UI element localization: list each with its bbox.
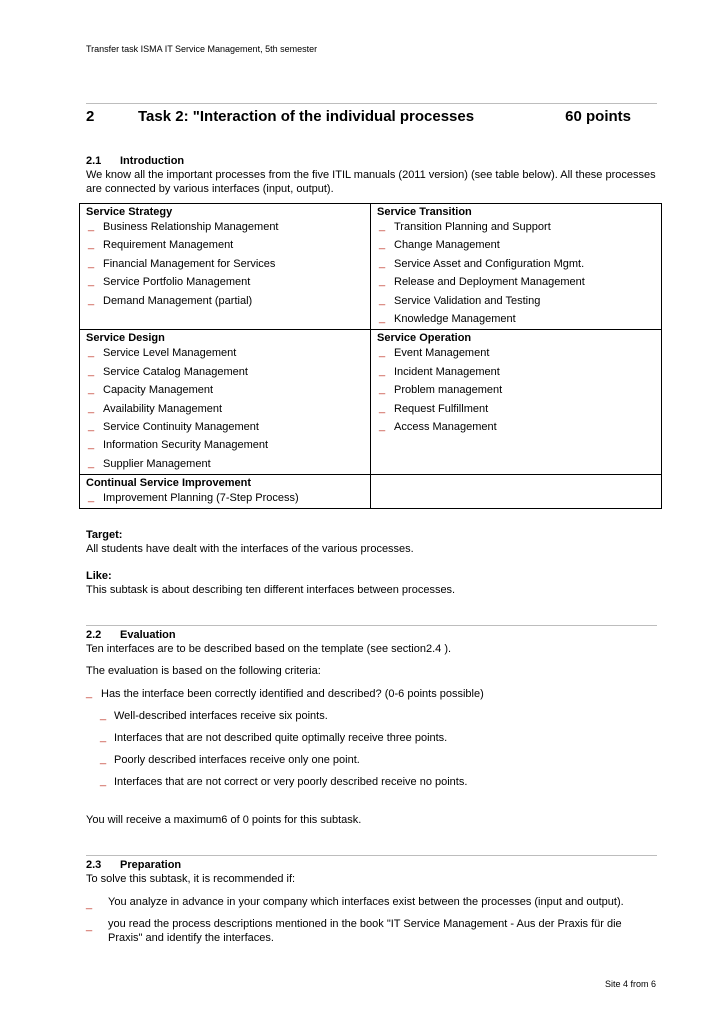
list-item (377, 256, 655, 274)
target-text: All students have dealt with the interfaces of the various processes. (86, 543, 414, 555)
section-title: Introduction (120, 155, 185, 167)
list-item-text: Poorly described interfaces receive only one point. (114, 754, 360, 766)
list-item (86, 274, 364, 292)
bullet-icon: _ (88, 419, 95, 432)
list-item-text: Service Continuity Management (103, 420, 259, 433)
list-item (86, 401, 364, 419)
list-item (86, 752, 661, 774)
list-item-text: Transition Planning and Support (394, 221, 551, 233)
bullet-icon: _ (88, 220, 95, 232)
list-item (86, 437, 364, 455)
list-item-text: Interfaces that are not correct or very poorly described receive no points. (114, 776, 468, 788)
cell-csi (80, 475, 371, 509)
bullet-icon: _ (379, 419, 386, 432)
like-text: This subtask is about describing ten different interfaces between processes. (86, 584, 456, 596)
bullet-icon: _ (88, 491, 95, 504)
divider (86, 103, 657, 104)
process-list (377, 219, 655, 329)
list-item (86, 708, 661, 730)
list-item (377, 364, 655, 382)
process-list (377, 345, 655, 437)
list-item-text: Problem management (394, 384, 503, 397)
list-item-text: Release and Deployment Management (394, 276, 585, 289)
section-heading (86, 858, 661, 872)
bullet-icon: _ (88, 238, 95, 251)
list-item (377, 237, 655, 255)
bullet-icon: _ (100, 731, 107, 743)
process-list (86, 345, 364, 474)
list-item-text: Interfaces that are not described quite optimally receive three points. (114, 732, 448, 744)
like-label: Like: (86, 570, 112, 582)
list-item (377, 311, 655, 329)
list-item (86, 730, 661, 752)
list-item (377, 382, 655, 400)
section-number: 2.3 (86, 859, 102, 871)
list-item (377, 419, 655, 437)
list-item (377, 219, 655, 237)
list-item-text: Service Catalog Management (103, 365, 248, 378)
cell-service-transition (371, 204, 662, 330)
bullet-icon: _ (379, 364, 386, 377)
list-item (86, 256, 364, 274)
bullet-icon: _ (86, 898, 93, 910)
list-item (86, 774, 661, 796)
process-list (86, 219, 364, 311)
list-item-text: Access Management (394, 420, 497, 433)
list-item-text: Incident Management (394, 365, 500, 378)
section-title: Preparation (120, 859, 182, 871)
intro-paragraph: We know all the important processes from the five ITIL manuals (2011 version) (see table below). All these processes are connected by various interfaces (input, output). (86, 169, 656, 195)
page-footer: Site 4 from 6 (604, 979, 656, 989)
list-item (377, 401, 655, 419)
divider (86, 625, 657, 626)
bullet-icon: _ (86, 687, 93, 699)
preparation-list (86, 895, 646, 945)
list-item-text: Availability Management (103, 402, 223, 415)
max-points-text: You will receive a maximum6 of 0 points for this subtask. (86, 814, 362, 826)
column-heading: Service Strategy (86, 206, 173, 218)
list-item-text: Service Portfolio Management (103, 276, 251, 289)
bullet-icon: _ (379, 238, 386, 251)
section-title: Evaluation (120, 629, 176, 641)
column-heading: Service Operation (377, 332, 472, 345)
like-section (86, 569, 661, 597)
bullet-icon: _ (379, 311, 386, 324)
list-item (86, 456, 364, 474)
bullet-icon: _ (100, 753, 107, 765)
list-item-text: Change Management (394, 239, 500, 252)
evaluation-paragraph: Ten interfaces are to be described based on the template (see section2.4 ). (86, 643, 452, 655)
list-item (86, 345, 364, 363)
list-item (86, 917, 646, 945)
section-heading (86, 154, 661, 168)
list-item-text: Information Security Management (103, 439, 269, 452)
list-item-text: Event Management (394, 347, 490, 360)
process-list (86, 490, 364, 508)
list-item-text: Request Fulfillment (394, 402, 489, 415)
target-label: Target: (86, 529, 123, 541)
bullet-icon: _ (379, 401, 386, 414)
divider (86, 855, 657, 856)
task-title: Task 2: "Interaction of the individual processes (138, 108, 475, 125)
evaluation-paragraph: The evaluation is based on the following criteria: (86, 665, 321, 677)
list-item (86, 419, 364, 437)
list-item (377, 274, 655, 292)
bullet-icon: _ (100, 775, 107, 787)
list-item (86, 237, 364, 255)
list-item (86, 686, 661, 708)
list-item-text: Requirement Management (103, 239, 234, 252)
bullet-icon: _ (379, 275, 386, 288)
cell-service-design (80, 330, 371, 475)
section-heading (86, 628, 661, 642)
list-item-text: You analyze in advance in your company which interfaces exist between the processes (input and output). (108, 896, 624, 908)
list-item (377, 345, 655, 363)
cell-service-operation (371, 330, 662, 475)
column-heading: Service Transition (377, 206, 472, 218)
list-item-text: Well-described interfaces receive six points. (114, 710, 328, 722)
list-item (86, 219, 364, 237)
bullet-icon: _ (88, 401, 95, 414)
intro-section (86, 154, 661, 196)
list-item-text: Capacity Management (103, 384, 214, 397)
list-item-text: Service Level Management (103, 347, 237, 360)
bullet-icon: _ (88, 293, 95, 306)
list-item (86, 293, 364, 311)
evaluation-section (86, 628, 661, 796)
bullet-icon: _ (88, 256, 95, 269)
bullet-icon: _ (88, 438, 95, 451)
itil-process-table (79, 203, 662, 509)
bullet-icon: _ (88, 364, 95, 377)
bullet-icon: _ (379, 220, 386, 232)
list-item-text: Demand Management (partial) (103, 294, 253, 307)
running-header: Transfer task ISMA IT Service Management, 5th semester (86, 44, 318, 54)
list-item (86, 490, 364, 508)
list-item (377, 293, 655, 311)
list-item (86, 364, 364, 382)
bullet-icon: _ (379, 346, 386, 359)
section-number: 2.2 (86, 629, 102, 641)
bullet-icon: _ (88, 383, 95, 396)
list-item-text: you read the process descriptions mentioned in the book "IT Service Management - Aus der Praxis für die Praxis" and identify the interfaces. (108, 918, 622, 944)
bullet-icon: _ (88, 346, 95, 359)
target-section (86, 528, 661, 556)
bullet-icon: _ (379, 256, 386, 269)
column-heading: Service Design (86, 332, 165, 345)
list-item-text: Service Validation and Testing (394, 294, 541, 307)
list-item-text: Supplier Management (103, 457, 211, 470)
bullet-icon: _ (379, 383, 386, 396)
bullet-icon: _ (88, 456, 95, 469)
preparation-paragraph: To solve this subtask, it is recommended if: (86, 873, 296, 885)
cell-empty (371, 475, 662, 509)
list-item-text: Business Relationship Management (103, 221, 279, 233)
bullet-icon: _ (88, 275, 95, 288)
list-item-text: Service Asset and Configuration Mgmt. (394, 257, 585, 270)
list-item-text: Has the interface been correctly identified and described? (0-6 points possible) (101, 688, 484, 700)
criteria-list (86, 686, 661, 796)
column-heading: Continual Service Improvement (86, 477, 252, 490)
task-number: 2 (86, 108, 95, 125)
task-points: 60 points (565, 108, 631, 125)
preparation-section (86, 858, 661, 953)
list-item-text: Financial Management for Services (103, 257, 276, 270)
list-item (86, 895, 646, 909)
list-item (86, 382, 364, 400)
list-item-text: Knowledge Management (394, 312, 516, 325)
list-item-text: Improvement Planning (7-Step Process) (103, 492, 299, 505)
bullet-icon: _ (379, 293, 386, 306)
bullet-icon: _ (86, 920, 93, 932)
bullet-icon: _ (100, 709, 107, 721)
cell-service-strategy (80, 204, 371, 330)
section-number: 2.1 (86, 155, 102, 167)
